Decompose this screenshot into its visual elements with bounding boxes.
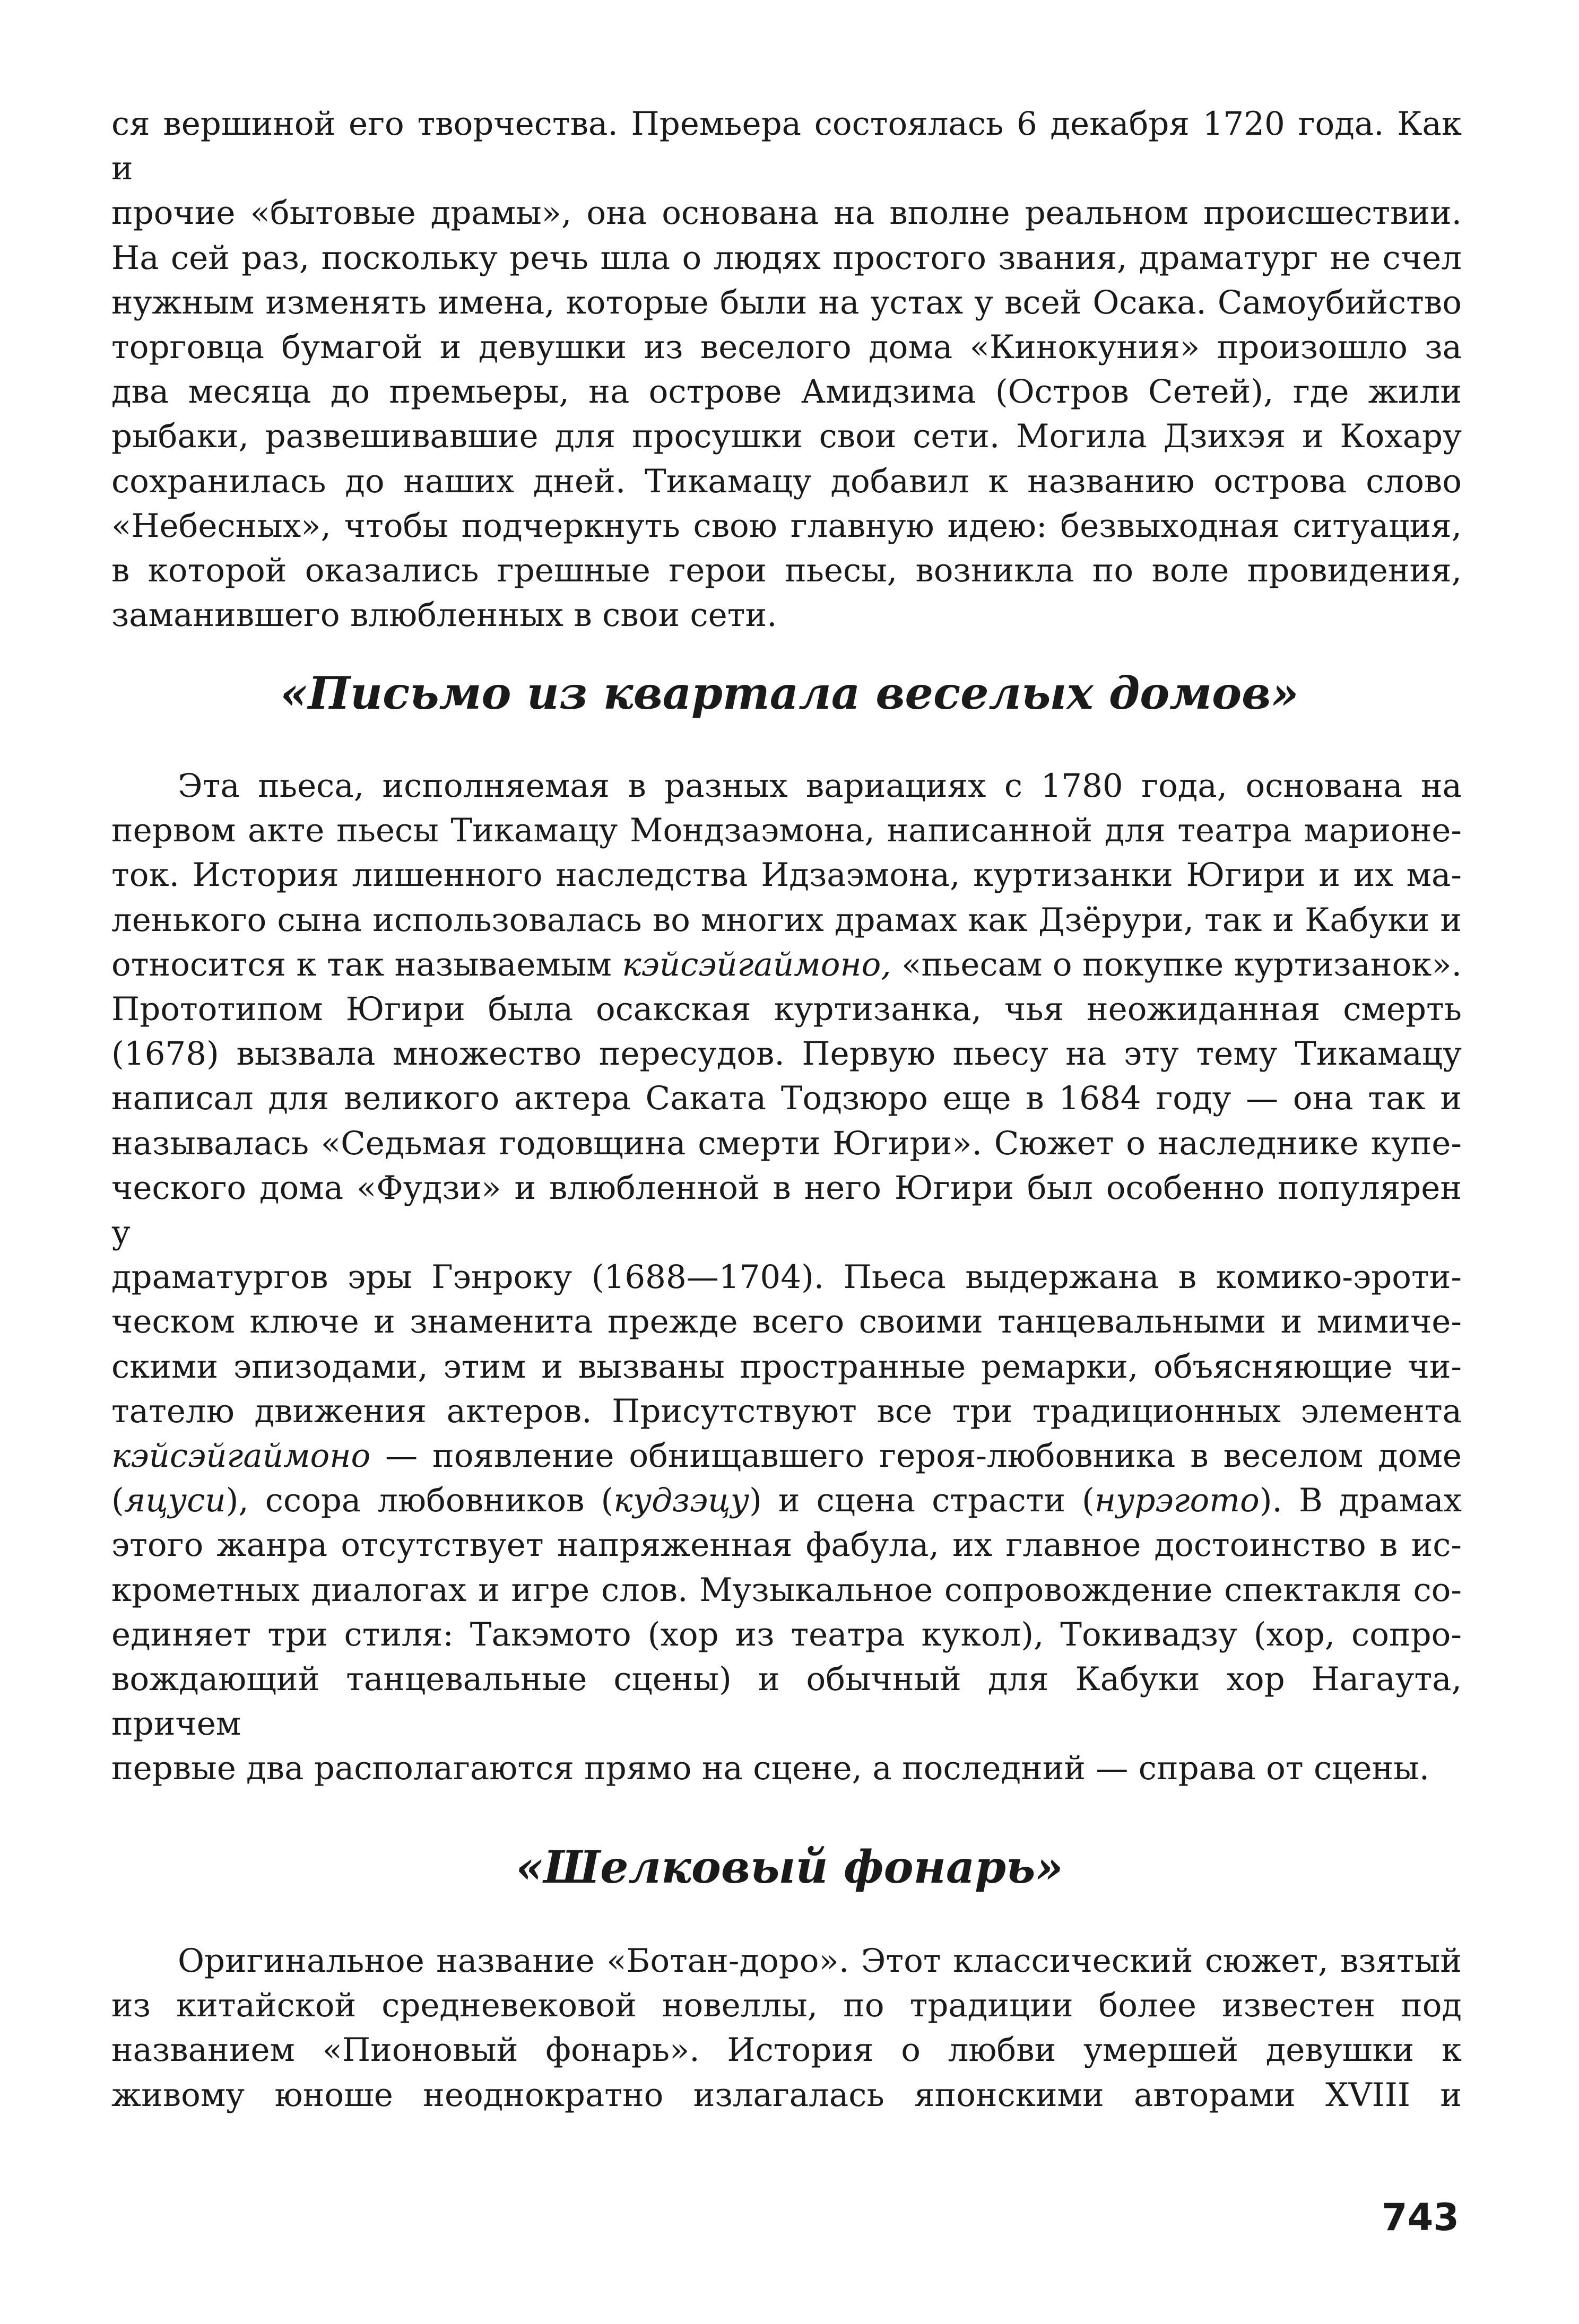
text-line: два месяца до премьеры, на острове Амидзима (Остров Сетей), где жили [111, 373, 1462, 411]
japanese-term: нурэгото [1094, 1482, 1260, 1520]
text-line-mixed [111, 1434, 1462, 1478]
text-line: первом акте пьесы Тикамацу Мондзаэмона, написанной для театра марионе- [111, 812, 1462, 850]
section-heading-lantern: «Шелковый фонарь» [516, 1841, 1063, 1893]
japanese-term: кэйсэйгаймоно [111, 1437, 371, 1475]
text-line: прочие «бытовые драмы», она основана на вполне реальном происшествии. [111, 194, 1462, 232]
text-run: ) и сцена страсти ( [749, 1482, 1095, 1520]
paragraph-lantern [111, 1939, 1462, 2118]
text-line: тателю движения актеров. Присутствуют все три традиционных элемента [111, 1392, 1462, 1430]
text-line: первые два располагаются прямо на сцене, а последний — справа от сцены. [111, 1749, 1430, 1788]
text-run: ), ссора любовников ( [225, 1482, 614, 1520]
text-line: нужным изменять имена, которые были на устах у всей Осака. Самоубийство [111, 283, 1462, 321]
text-line: (1678) вызвала множество пересудов. Первую пьесу на эту тему Тикамацу [111, 1035, 1462, 1073]
text-line: ток. История лишенного наследства Идзаэмона, куртизанки Югири и их ма- [111, 856, 1462, 894]
text-line: скими эпизодами, этим и вызваны пространные ремарки, объясняющие чи- [111, 1347, 1462, 1386]
text-line: На сей раз, поскольку речь шла о людях простого звания, драматург не счел [111, 239, 1462, 277]
text-line: живому юноше неоднократно излагалась японскими авторами XVIII и [111, 2076, 1462, 2114]
text-line: сохранилась до наших дней. Тикамацу добавил к названию острова слово [111, 462, 1462, 500]
text-line: ческого дома «Фудзи» и влюбленной в него Югири был особенно популярен у [111, 1169, 1462, 1252]
paragraph-amidzima [111, 102, 1462, 638]
text-line: ся вершиной его творчества. Премьера состоялась 6 декабря 1720 года. Как и [111, 105, 1462, 188]
text-line: Прототипом Югири была осакская куртизанка, чья неожиданная смерть [111, 990, 1462, 1029]
text-line: заманившего влюбленных в свои сети. [111, 596, 777, 634]
text-line: торговца бумагой и девушки из веселого дома «Кинокуния» произошло за [111, 328, 1462, 367]
text-line: из китайской средневековой новеллы, по традиции более известен под [111, 1987, 1462, 2025]
text-run: ( [111, 1482, 124, 1520]
text-line: ленького сына использовалась во многих драмах как Дзёрури, так и Кабуки и [111, 901, 1462, 939]
text-line: в которой оказались грешные герои пьесы, возникла по воле провидения, [111, 552, 1462, 590]
text-line: Оригинальное название «Ботан-доро». Этот классический сюжет, взятый [178, 1942, 1462, 1980]
text-line: названием «Пионовый фонарь». История о любви умершей девушки к [111, 2031, 1462, 2069]
page-number: 743 [1381, 2196, 1459, 2239]
text-run: — появление обнищавшего героя-любовника в веселом доме [370, 1437, 1462, 1475]
text-line: рыбаки, развешивавшие для просушки свои сети. Могила Дзихэя и Кохару [111, 417, 1462, 456]
japanese-term: кэйсэйгаймоно, [622, 945, 891, 983]
text-line: «Небесных», чтобы подчеркнуть свою главную идею: безвыходная ситуация, [111, 507, 1462, 545]
text-line: ческом ключе и знаменита прежде всего своими танцевальными и мимиче- [111, 1303, 1462, 1341]
text-line: крометных диалогах и игре слов. Музыкальное сопровождение спектакля со- [111, 1571, 1462, 1609]
text-line-mixed [111, 1478, 1462, 1523]
text-line: называлась «Седьмая годовщина смерти Югири». Сюжет о наследнике купе- [111, 1124, 1462, 1162]
text-run: ). В драмах [1259, 1482, 1462, 1520]
text-line: этого жанра отсутствует напряженная фабула, их главное достоинство в ис- [111, 1526, 1462, 1564]
japanese-term: кудзэцу [613, 1482, 750, 1520]
text-run: «пьесам о покупке куртизанок». [891, 945, 1462, 983]
paragraph-letter [111, 764, 1462, 1791]
text-line: единяет три стиля: Такэмото (хор из театра кукол), Токивадзу (хор, сопро- [111, 1615, 1462, 1653]
japanese-term: яцуси [124, 1482, 226, 1520]
section-heading-letter: «Письмо из квартала веселых домов» [280, 667, 1299, 719]
text-line: написал для великого актера Саката Тодзюро еще в 1684 году — она так и [111, 1080, 1462, 1118]
text-run: относится к так называемым [111, 945, 622, 983]
text-line: драматургов эры Гэнроку (1688—1704). Пьеса выдержана в комико-эроти- [111, 1258, 1462, 1296]
text-line: Эта пьеса, исполняемая в разных вариациях с 1780 года, основана на [178, 767, 1462, 805]
text-line: вождающий танцевальные сцены) и обычный для Кабуки хор Нагаута, причем [111, 1660, 1462, 1743]
text-line-mixed [111, 943, 1462, 987]
